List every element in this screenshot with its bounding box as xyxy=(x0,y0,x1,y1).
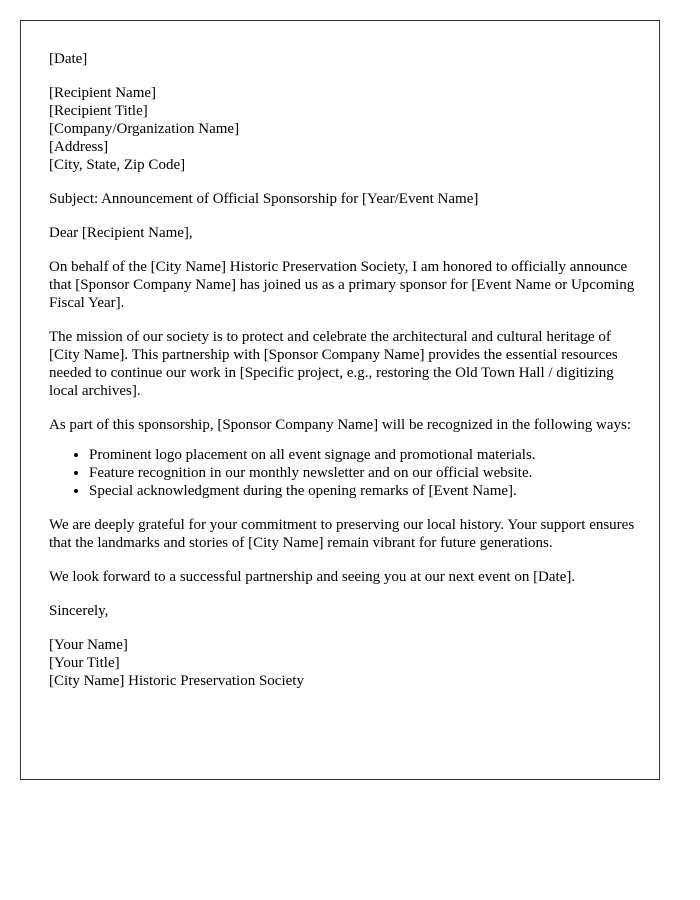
list-item: • Prominent logo placement on all event signage and promotional materials. xyxy=(89,446,639,464)
recipient-name: [Recipient Name] xyxy=(49,85,157,101)
letter-date: [Date] xyxy=(49,51,88,67)
recipient-organization: [Company/Organization Name] xyxy=(49,121,240,137)
body-paragraph: On behalf of the [City Name] Historic Preservation Society, I am honored to officially announce that [Sponsor Company Name] has joined us as a primary sponsor for [Event Name or Upcoming Fiscal Year]. xyxy=(49,259,635,311)
list-item: • Special acknowledgment during the opening remarks of [Event Name]. xyxy=(89,482,639,500)
signature-name: [Your Name] xyxy=(49,637,128,653)
letter-content xyxy=(49,50,639,690)
recipient-address-block xyxy=(49,84,639,174)
signature-block xyxy=(49,636,639,690)
closing-paragraph: We are deeply grateful for your commitment to preserving our local history. Your support ensures that the landmarks and stories of [City Name] remain vibrant for future generations. xyxy=(49,517,635,551)
letter-page xyxy=(20,20,660,780)
signature-organization: [City Name] Historic Preservation Society xyxy=(49,673,304,689)
recognition-list xyxy=(49,446,639,500)
letter-salutation: Dear [Recipient Name], xyxy=(49,225,193,241)
body-paragraph: The mission of our society is to protect and celebrate the architectural and cultural heritage of [City Name]. This partnership with [Sponsor Company Name] provides the essential resources needed to continue our work in [Specific project, e.g., restoring the Old Town Hall / digitizing local archives]. xyxy=(49,329,618,399)
body-paragraph: As part of this sponsorship, [Sponsor Company Name] will be recognized in the following ways: xyxy=(49,417,631,433)
signature-title: [Your Title] xyxy=(49,655,120,671)
letter-subject: Subject: Announcement of Official Sponsorship for [Year/Event Name] xyxy=(49,191,479,207)
list-item: • Feature recognition in our monthly newsletter and on our official website. xyxy=(89,464,639,482)
letter-closing: Sincerely, xyxy=(49,603,109,619)
closing-paragraph: We look forward to a successful partnership and seeing you at our next event on [Date]. xyxy=(49,569,576,585)
recipient-address: [Address] xyxy=(49,139,109,155)
recipient-title: [Recipient Title] xyxy=(49,103,148,119)
recipient-city-state-zip: [City, State, Zip Code] xyxy=(49,157,186,173)
